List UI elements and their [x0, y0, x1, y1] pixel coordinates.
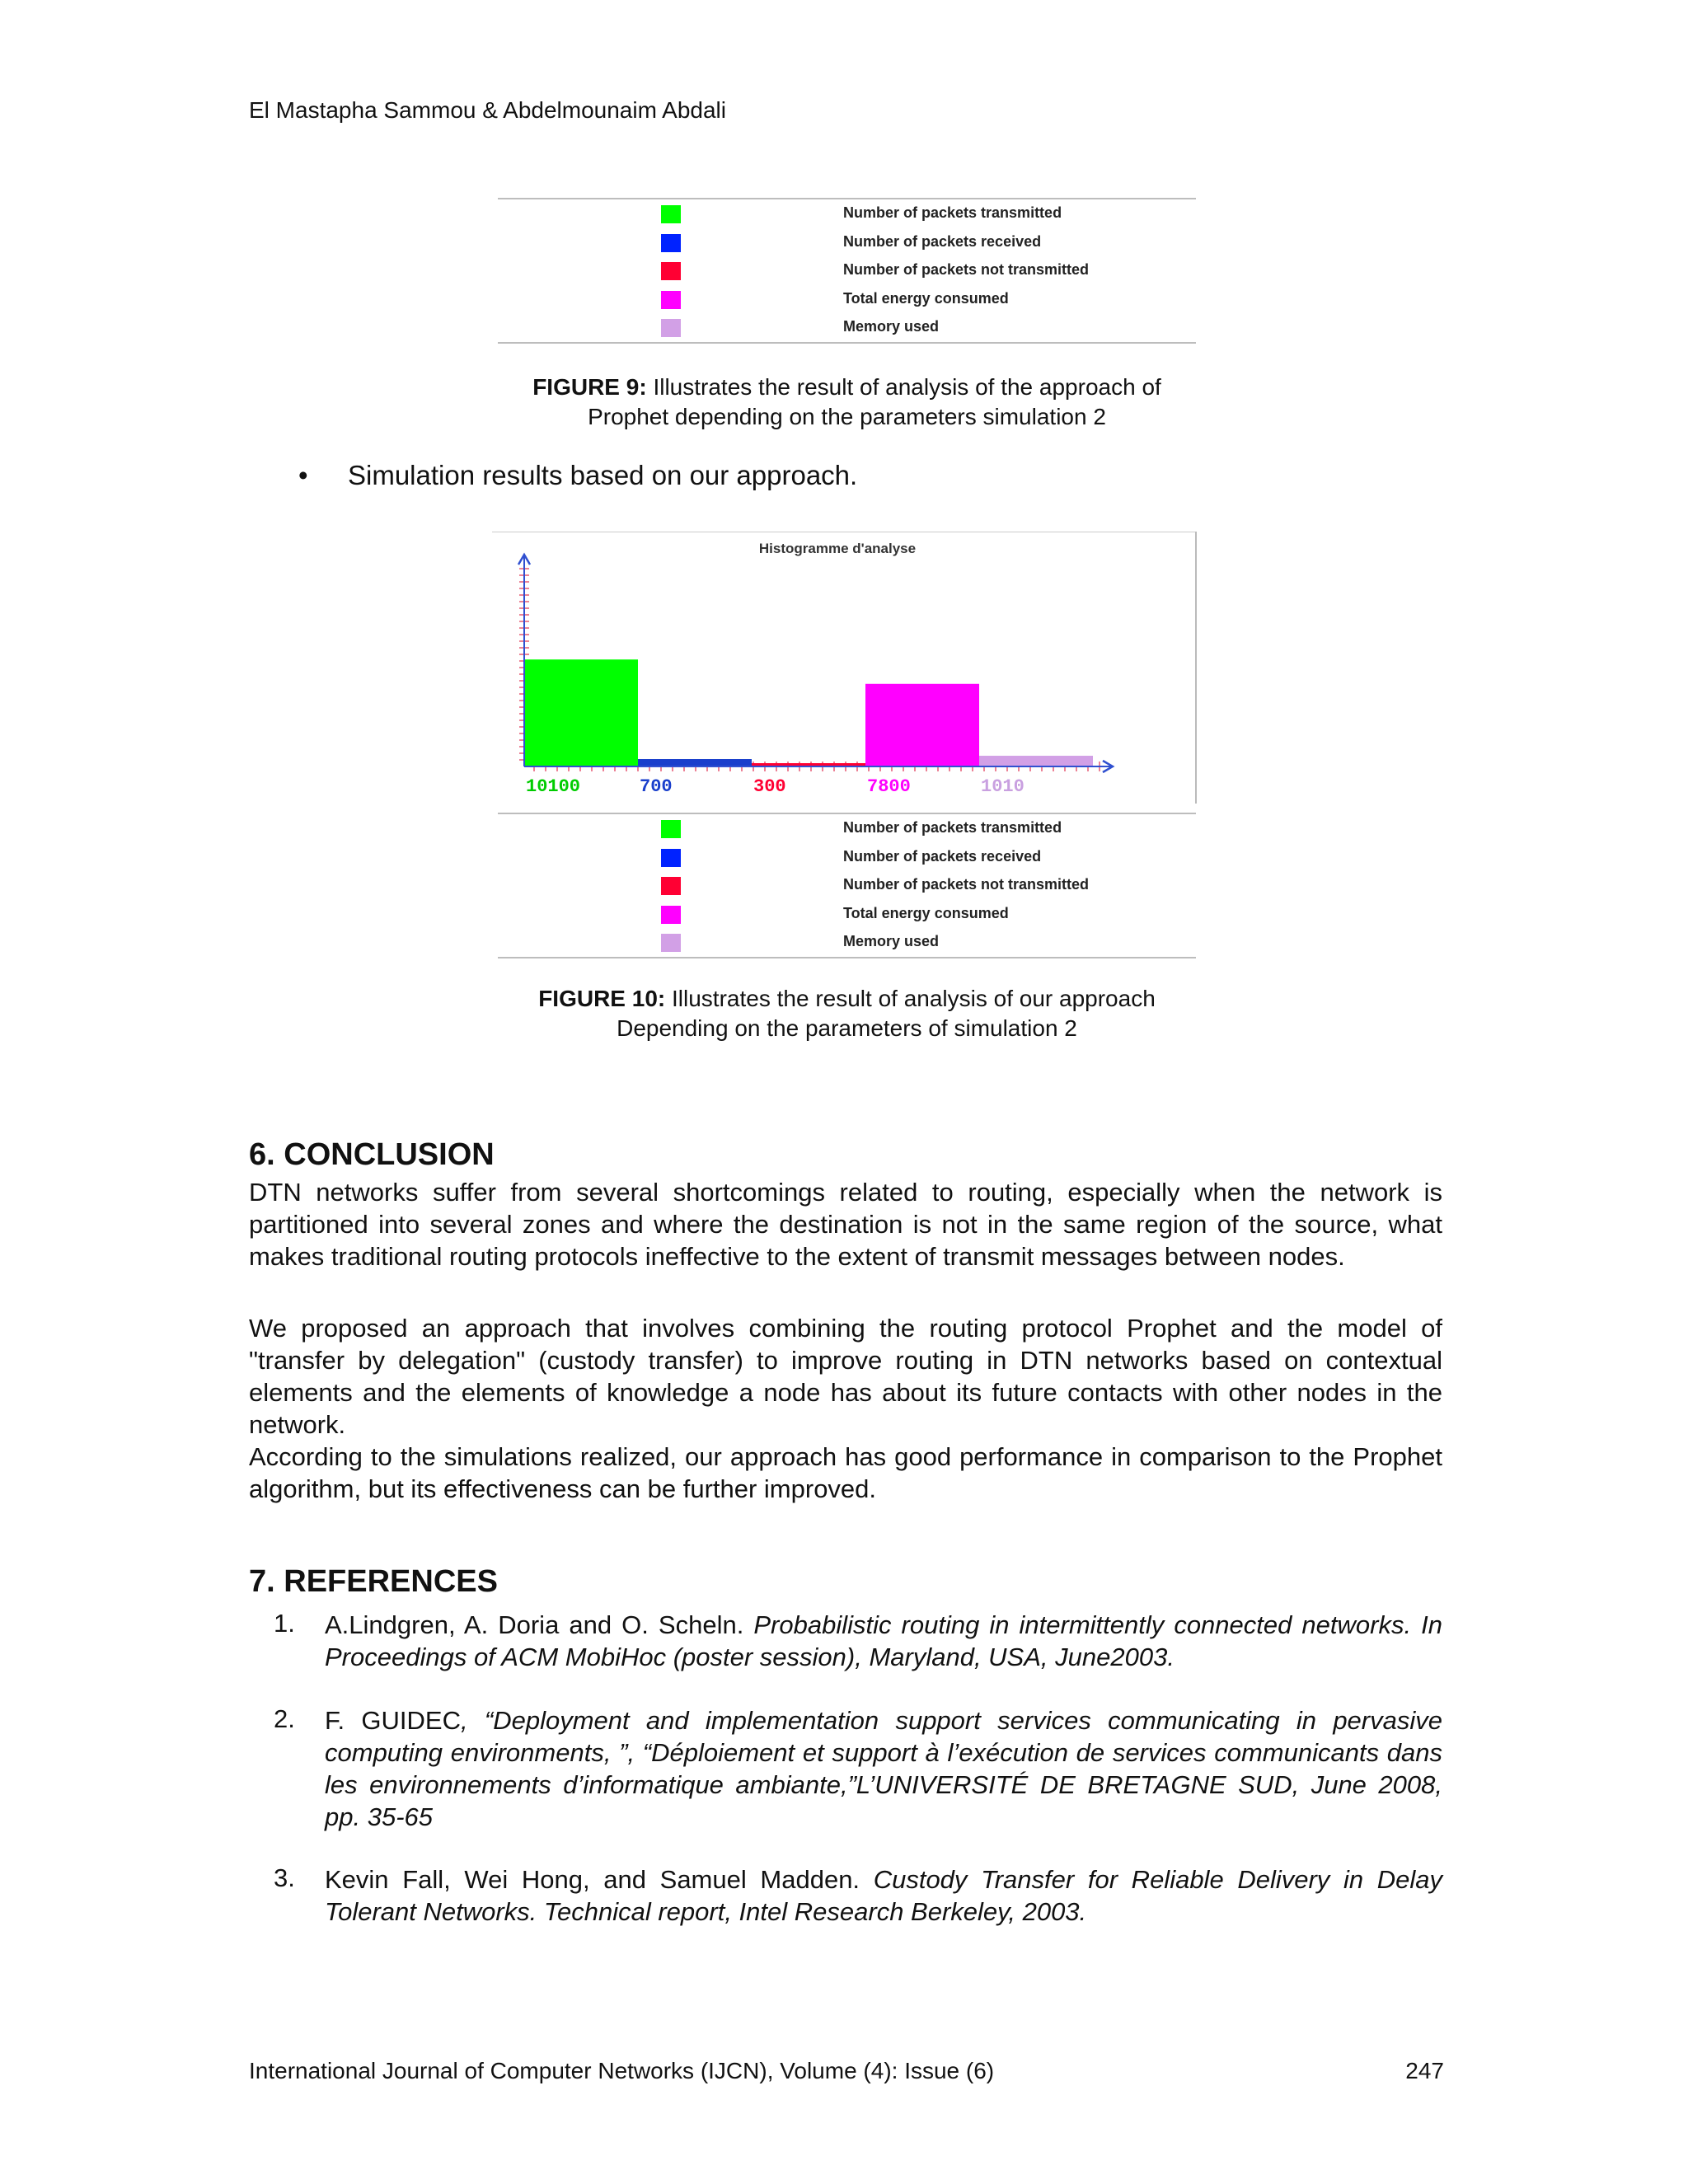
bar-value-label: 1010: [981, 776, 1025, 797]
reference-authors: F. GUIDEC: [325, 1706, 461, 1735]
reference-number: 1.: [274, 1609, 295, 1638]
reference-number: 3.: [274, 1863, 295, 1892]
legend-swatch: [661, 877, 681, 895]
conclusion-paragraph-3: According to the simulations realized, our approach has good performance in comparison to the Prophet algorithm, but its effectiveness can be further improved.: [249, 1442, 1442, 1503]
bar-2: [638, 759, 752, 766]
legend-label: Number of packets received: [843, 232, 1042, 250]
legend-label: Memory used: [843, 933, 940, 949]
figure9-caption-line2: Prophet depending on the parameters simulation 2: [588, 404, 1106, 429]
reference-title: , “Deployment and implementation support services communicating in pervasive computing environments, ”, “Déploiement et support à l’exécution de services communicants dans les environnements d’informatique ambiante,”L’UNIVERSITÉ DE BRETAGNE SUD, June 2008, pp. 35-65: [325, 1706, 1442, 1831]
reference-authors: A.Lindgren, A. Doria and O. Scheln.: [325, 1610, 754, 1639]
legend-label: Total energy consumed: [843, 904, 1009, 921]
figure9-caption-line1: Illustrates the result of analysis of the approach of: [646, 374, 1161, 400]
footer-journal: International Journal of Computer Networks (IJCN), Volume (4): Issue (6): [249, 2058, 995, 2083]
legend-swatch: [661, 934, 681, 952]
legend-swatch: [661, 319, 681, 337]
figure10-caption-label: FIGURE 10:: [538, 986, 666, 1011]
chart-title: Histogramme d'analyse: [758, 541, 917, 556]
legend-item: [498, 814, 1196, 843]
legend-swatch: [661, 291, 681, 309]
legend-item: [498, 900, 1196, 929]
reference-title: Probabilistic routing in intermittently connected networks. In Proceedings of ACM MobiHoc (poster session), Maryland, USA, June2003.: [325, 1610, 1442, 1671]
legend-label: Number of packets not transmitted: [843, 876, 1090, 893]
reference-item-1: [325, 1609, 1442, 1673]
legend-label: Memory used: [843, 318, 940, 335]
running-header: El Mastapha Sammou & Abdelmounaim Abdali: [249, 97, 726, 123]
legend-swatch: [661, 906, 681, 924]
histogram-svg: [491, 532, 1197, 804]
legend-item: [498, 843, 1196, 872]
legend-label: Number of packets transmitted: [843, 819, 1062, 836]
legend-item: [498, 199, 1196, 228]
bar-5: [979, 756, 1093, 766]
reference-authors: Kevin Fall, Wei Hong, and Samuel Madden.: [325, 1865, 874, 1894]
legend-swatch: [661, 234, 681, 252]
legend-item: [498, 871, 1196, 900]
page-number: 247: [1405, 2058, 1444, 2083]
conclusion-paragraph-2: We proposed an approach that involves combining the routing protocol Prophet and the model of "transfer by delegation" (custody transfer) to improve routing in DTN networks based on contextual elements and the elements of knowledge a node has about its future contacts with other nodes in the network.: [249, 1314, 1442, 1439]
references-heading: 7. REFERENCES: [249, 1564, 498, 1599]
bar-value-label: 7800: [867, 776, 911, 797]
legend-item: [498, 285, 1196, 314]
conclusion-paragraph-1: DTN networks suffer from several shortcomings related to routing, especially when the network is partitioned into several zones and where the destination is not in the same region of the source, what makes traditional routing protocols ineffective to the extent of transmit messages between nodes.: [249, 1178, 1442, 1271]
bar-4: [865, 684, 979, 766]
legend-swatch: [661, 262, 681, 280]
figure10-chart: [491, 532, 1197, 804]
figure10-legend: [498, 813, 1196, 958]
bar-1: [524, 659, 638, 766]
bar-value-label: 10100: [526, 776, 581, 797]
legend-label: Number of packets received: [843, 847, 1042, 865]
legend-swatch: [661, 205, 681, 223]
legend-swatch: [661, 849, 681, 867]
bar-value-label: 300: [753, 776, 786, 797]
figure10-caption-line2: Depending on the parameters of simulation 2: [617, 1015, 1077, 1041]
legend-label: Number of packets not transmitted: [843, 261, 1090, 278]
reference-number: 2.: [274, 1704, 295, 1733]
reference-title: Custody Transfer for Reliable Delivery in Delay Tolerant Networks. Technical report, Intel Research Berkeley, 2003.: [325, 1865, 1442, 1926]
legend-label: Total energy consumed: [843, 289, 1009, 307]
figure9-caption-label: FIGURE 9:: [532, 374, 647, 400]
legend-item: [498, 313, 1196, 342]
legend-label: Number of packets transmitted: [843, 204, 1062, 221]
reference-item-3: [325, 1863, 1442, 1928]
legend-item: [498, 928, 1196, 957]
bar-value-label: 700: [640, 776, 673, 797]
bullet-text: Simulation results based on our approach.: [348, 460, 858, 490]
figure9-caption: [498, 373, 1196, 432]
legend-item: [498, 228, 1196, 257]
reference-item-2: [325, 1704, 1442, 1833]
legend-item: [498, 256, 1196, 285]
conclusion-heading: 6. CONCLUSION: [249, 1137, 495, 1172]
figure9-legend: [498, 198, 1196, 344]
legend-swatch: [661, 820, 681, 838]
figure10-caption: [498, 984, 1196, 1043]
bullet-symbol: •: [298, 460, 308, 490]
figure10-caption-line1: Illustrates the result of analysis of our approach: [665, 986, 1156, 1011]
